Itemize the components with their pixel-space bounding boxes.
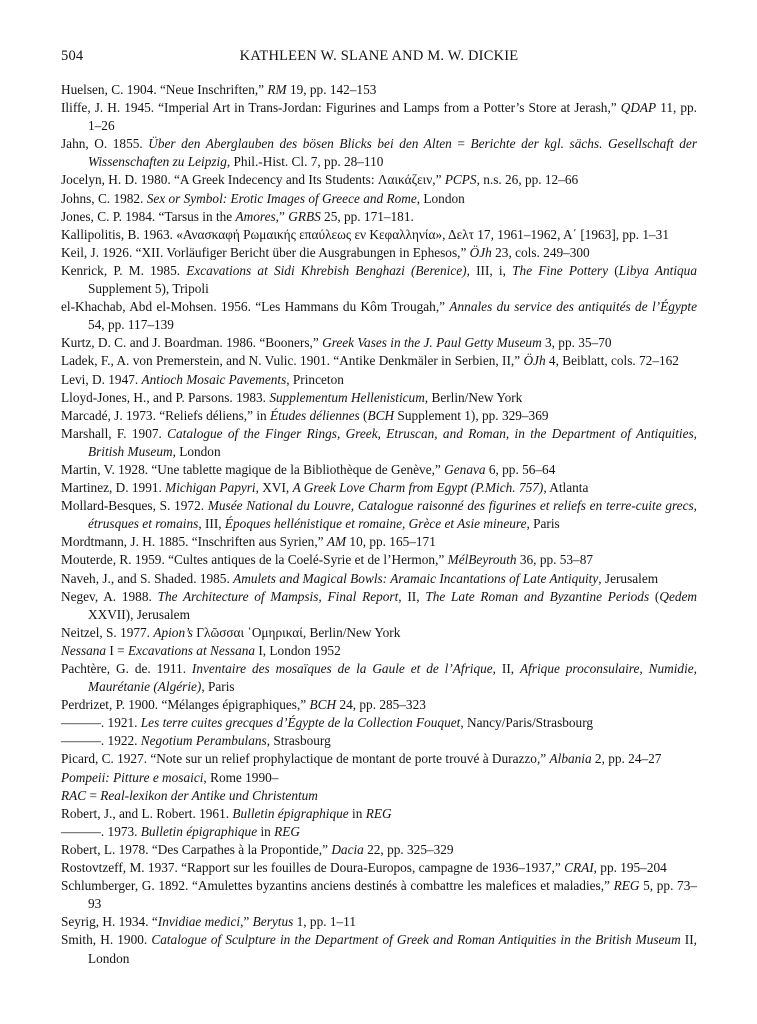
italic-title: ÖJh xyxy=(523,353,546,369)
italic-title: Afrique proconsulaire, Numidie, Maurétanie (Algérie) xyxy=(88,661,697,695)
entry-text: 54, pp. 117–139 xyxy=(88,317,174,333)
italic-title: Bulletin épigraphique xyxy=(140,823,258,839)
bibliography-entry xyxy=(61,696,697,714)
italic-title: Bulletin épigraphique xyxy=(232,805,349,821)
bibliography-entry xyxy=(61,389,697,407)
bibliography-entry xyxy=(61,714,697,732)
book-page xyxy=(61,48,697,968)
entry-text: 19, pp. 142–153 xyxy=(286,82,377,97)
bibliography-entry xyxy=(61,732,697,750)
bibliography-entry xyxy=(61,81,697,99)
italic-title: Greek Vases in the J. Paul Getty Museum xyxy=(322,335,542,351)
italic-title: REG xyxy=(365,805,392,821)
bibliography-entry xyxy=(61,334,697,352)
entry-text: Martinez, D. 1991. xyxy=(61,480,166,496)
entry-text: = xyxy=(86,787,101,803)
bibliography-entry xyxy=(61,262,697,298)
entry-text: ———. 1973. xyxy=(61,823,141,839)
bibliography-entry xyxy=(61,533,697,551)
entry-text: Robert, J., and L. Robert. 1961. xyxy=(61,805,233,821)
entry-text: 3, pp. 35–70 xyxy=(541,335,612,351)
italic-title: Les terre cuites grecques d’Égypte de la Collection Fouquet xyxy=(140,715,461,731)
bibliography-entry xyxy=(61,352,697,370)
entry-text: Levi, D. 1947. xyxy=(61,371,142,387)
entry-text: II, London xyxy=(88,932,697,966)
entry-text: , Paris xyxy=(526,516,560,532)
entry-text: , London xyxy=(172,443,221,459)
entry-text: XXVII), Jerusalem xyxy=(88,606,190,622)
italic-title: REG xyxy=(274,823,300,839)
entry-text: , Nancy/Paris/Strasbourg xyxy=(460,715,594,731)
entry-text: Seyrig, H. 1934. “ xyxy=(61,914,158,930)
entry-text: Kurtz, D. C. and J. Boardman. 1986. “Booners,” xyxy=(61,335,323,351)
entry-text: Kenrick, P. M. 1985. xyxy=(61,262,187,278)
entry-text: 22, pp. 325–329 xyxy=(363,841,454,857)
entry-text: Jones, C. P. 1984. “Tarsus in the xyxy=(61,208,236,224)
entry-text: Kallipolitis, B. 1963. «Ανασκαφή Ρωμαικής επαύλεως εν Κεφαλληνία», Δελτ 17, 1961–1962, Α΄ [1963], pp. 1–31 xyxy=(61,226,669,242)
italic-title: The Fine Pottery xyxy=(512,262,608,278)
entry-text: 10, pp. 165–171 xyxy=(346,534,436,550)
entry-text: 11, pp. 1–26 xyxy=(88,100,697,134)
italic-title: PCPS xyxy=(444,172,477,188)
italic-title: Dacia xyxy=(331,841,364,857)
italic-title: RM xyxy=(267,82,287,97)
italic-title: Berichte der kgl. sächs. Gesellschaft der Wissenschaften zu Leipzig xyxy=(88,136,698,170)
bibliography-entry xyxy=(61,913,697,931)
entry-text: , Princeton xyxy=(286,371,344,387)
italic-title: Qedem xyxy=(659,588,698,604)
entry-text: 4, Beiblatt, cols. 72–162 xyxy=(545,353,679,369)
entry-text: Huelsen, C. 1904. “Neue Inschriften,” xyxy=(61,82,268,97)
italic-title: Époques hellénistique et romaine, Grèce et Asie mineure xyxy=(224,516,527,532)
bibliography-entry xyxy=(61,298,697,334)
entry-text: = xyxy=(451,136,471,152)
italic-title: Über den Aberglauben des bösen Blicks bei den Alten xyxy=(148,136,452,152)
bibliography-entry xyxy=(61,244,697,262)
bibliography-entry xyxy=(61,99,697,135)
bibliography-entry xyxy=(61,859,697,877)
bibliography-entry xyxy=(61,407,697,425)
entry-text: Keil, J. 1926. “XII. Vorläufiger Bericht über die Ausgrabungen in Ephesos,” xyxy=(61,244,470,260)
entry-text: , XVI, xyxy=(255,480,293,496)
italic-title: A Greek Love Charm from Egypt (P.Mich. 757) xyxy=(292,480,544,496)
entry-text: , Atlanta xyxy=(543,480,589,496)
italic-title: Invidiae medici xyxy=(157,914,241,930)
entry-text: Marshall, F. 1907. xyxy=(61,425,168,441)
entry-text: Pachtère, G. de. 1911. xyxy=(61,661,192,676)
italic-title: Musée National du Louvre, Catalogue raisonné des figurines et reliefs en terre-cuite grecs, étrusques et romains xyxy=(88,498,697,532)
entry-text: 5, pp. 73–93 xyxy=(88,878,697,912)
entry-text: Marcadé, J. 1973. “Reliefs déliens,” in xyxy=(61,407,270,423)
entry-text: , Rome 1990– xyxy=(203,769,279,785)
entry-text: Neitzel, S. 1977. xyxy=(61,624,154,640)
italic-title: BCH xyxy=(309,697,337,713)
entry-text: Johns, C. 1982. xyxy=(61,190,147,206)
entry-text: , II, xyxy=(492,661,520,676)
italic-title: AM xyxy=(326,534,347,550)
entry-text: 24, pp. 285–323 xyxy=(336,697,426,713)
italic-title: REG xyxy=(613,878,640,894)
bibliography-entry xyxy=(61,190,697,208)
entry-text: , Berlin/New York xyxy=(424,389,523,405)
entry-text: Negev, A. 1988. xyxy=(61,588,158,604)
entry-text: ———. 1922. xyxy=(61,733,141,749)
italic-title: ÖJh xyxy=(469,244,492,260)
italic-title: Inventaire des mosaïques de la Gaule et de l’Afrique xyxy=(191,661,493,676)
entry-text: Martin, V. 1928. “Une tablette magique de la Bibliothèque de Genève,” xyxy=(61,461,445,477)
italic-title: The Late Roman and Byzantine Periods xyxy=(425,588,650,604)
entry-text: , Phil.-Hist. Cl. 7, pp. 28–110 xyxy=(226,154,384,170)
italic-title: Antioch Mosaic Pavements xyxy=(141,371,287,387)
italic-title: Berytus xyxy=(252,914,294,930)
italic-title: Supplementum Hellenisticum xyxy=(269,389,425,405)
entry-text: 6, pp. 56–64 xyxy=(485,461,556,477)
entry-text: , II, xyxy=(398,588,426,604)
italic-title: Libya Antiqua xyxy=(618,262,697,278)
bibliography-entry xyxy=(61,551,697,569)
bibliography-entry xyxy=(61,823,697,841)
bibliography-entry xyxy=(61,787,697,805)
entry-text: ,” xyxy=(275,208,289,224)
entry-text: 2, pp. 24–27 xyxy=(591,751,662,767)
entry-text: ( xyxy=(649,588,660,604)
entry-text: 25, pp. 171–181. xyxy=(320,208,414,224)
entry-text: ———. 1921. xyxy=(61,715,141,731)
italic-title: Pompeii: Pitture e mosaici xyxy=(61,769,204,785)
italic-title: Amores xyxy=(235,208,276,224)
bibliography-entry xyxy=(61,588,697,624)
entry-text: Mordtmann, J. H. 1885. “Inschriften aus Syrien,” xyxy=(61,534,327,550)
entry-text: Lloyd-Jones, H., and P. Parsons. 1983. xyxy=(61,389,270,405)
bibliography-entry xyxy=(61,425,697,461)
running-head: KATHLEEN W. SLANE AND M. W. DICKIE xyxy=(239,48,519,64)
italic-title: Michigan Papyri xyxy=(165,480,256,496)
entry-text: ,” xyxy=(240,914,253,930)
italic-title: Negotium Perambulans xyxy=(140,733,267,749)
italic-title: Annales du service des antiquités de l’Égypte xyxy=(449,299,697,315)
entry-text: Perdrizet, P. 1900. “Mélanges épigraphiques,” xyxy=(61,697,310,713)
entry-text: Γλῶσσαι ῾Ομηρικαί, Berlin/New York xyxy=(192,624,401,640)
entry-text: 36, pp. 53–87 xyxy=(516,552,594,568)
bibliography-entry xyxy=(61,479,697,497)
bibliography-entry xyxy=(61,171,697,189)
italic-title: RAC xyxy=(61,787,87,803)
bibliography-entry xyxy=(61,497,697,533)
bibliography-entry xyxy=(61,371,697,389)
page-number: 504 xyxy=(61,48,84,64)
italic-title: Albania xyxy=(549,751,592,767)
italic-title: CRAI xyxy=(564,860,594,876)
entry-text: , III, xyxy=(198,516,225,532)
entry-text: Rostovtzeff, M. 1937. “Rapport sur les fouilles de Doura-Europos, campagne de 1936–1937,” xyxy=(61,860,565,876)
entry-text: I = xyxy=(106,642,128,658)
entry-text: Picard, C. 1927. “Note sur un relief prophylactique de montant de porte trouvé à Durazzo,” xyxy=(61,751,550,767)
entry-text: in xyxy=(257,823,275,839)
italic-title: Catalogue of Sculpture in the Department of Greek and Roman Antiquities in the British Museum xyxy=(151,932,681,948)
italic-title: Études déliennes xyxy=(270,407,360,423)
italic-title: BCH xyxy=(367,407,395,423)
italic-title: The Architecture of Mampsis, Final Report xyxy=(157,588,399,604)
entry-text: , n.s. 26, pp. 12–66 xyxy=(476,172,579,188)
bibliography-entry xyxy=(61,135,697,171)
italic-title: Catalogue of the Finger Rings, Greek, Etruscan, and Roman, in the Department of Antiquities, British Museum xyxy=(88,425,697,459)
entry-text: Smith, H. 1900. xyxy=(61,932,152,948)
bibliography-entry xyxy=(61,769,697,787)
entry-text: Robert, L. 1978. “Des Carpathes à la Propontide,” xyxy=(61,841,332,857)
entry-text: Naveh, J., and S. Shaded. 1985. xyxy=(61,570,234,586)
bibliography-entry xyxy=(61,750,697,768)
italic-title: Amulets and Magical Bowls: Aramaic Incantations of Late Antiquity xyxy=(233,570,599,586)
italic-title: Real-lexikon der Antike und Christentum xyxy=(100,787,318,803)
entry-text: , London xyxy=(416,190,465,206)
entry-text: I, London 1952 xyxy=(255,642,341,658)
entry-text: Mollard-Besques, S. 1972. xyxy=(61,498,208,514)
italic-title: Excavations at Nessana xyxy=(127,642,256,658)
entry-text: , pp. 195–204 xyxy=(593,860,667,876)
entry-text: Jahn, O. 1855. xyxy=(61,136,149,152)
bibliography-entry xyxy=(61,660,697,696)
italic-title: MélBeyrouth xyxy=(447,552,517,568)
italic-title: Apion’s xyxy=(153,624,193,640)
entry-text: , Paris xyxy=(201,679,235,695)
italic-title: Sex or Symbol: Erotic Images of Greece and Rome xyxy=(146,190,417,206)
bibliography-entry xyxy=(61,208,697,226)
entry-text: ( xyxy=(359,407,368,423)
italic-title: Nessana xyxy=(61,642,107,658)
entry-text: 23, cols. 249–300 xyxy=(491,244,590,260)
bibliography-entry xyxy=(61,461,697,479)
bibliography-entry xyxy=(61,570,697,588)
bibliography-entry xyxy=(61,624,697,642)
entry-text: Jocelyn, H. D. 1980. “A Greek Indecency and Its Students: Λαικάζειν,” xyxy=(61,172,445,188)
entry-text: 1, pp. 1–11 xyxy=(293,914,356,930)
bibliography-entry xyxy=(61,841,697,859)
italic-title: Genava xyxy=(444,461,486,477)
italic-title: QDAP xyxy=(620,100,657,116)
bibliography-entry xyxy=(61,931,697,967)
entry-text: ( xyxy=(608,262,619,278)
entry-text: , Strasbourg xyxy=(266,733,331,749)
bibliography-entry xyxy=(61,642,697,660)
italic-title: GRBS xyxy=(288,208,321,224)
entry-text: Ladek, F., A. von Premerstein, and N. Vulic. 1901. “Antike Denkmäler in Serbien, II,” xyxy=(61,353,524,369)
italic-title: Excavations at Sidi Khrebish Benghazi (Berenice) xyxy=(186,262,467,278)
entry-text: el-Khachab, Abd el-Mohsen. 1956. “Les Hammans du Kôm Trougah,” xyxy=(61,299,450,315)
bibliography-entry xyxy=(61,877,697,913)
bibliography-list xyxy=(61,81,697,968)
bibliography-entry xyxy=(61,226,697,244)
entry-text: Schlumberger, G. 1892. “Amulettes byzantins anciens destinés à combattre les malefices et maladies,” xyxy=(61,878,614,894)
bibliography-entry xyxy=(61,805,697,823)
entry-text: Mouterde, R. 1959. “Cultes antiques de la Coelé-Syrie et de l’Hermon,” xyxy=(61,552,448,568)
entry-text: , III, i, xyxy=(466,262,513,278)
entry-text: Iliffe, J. H. 1945. “Imperial Art in Trans-Jordan: Figurines and Lamps from a Potter’s Store at Jerash,” xyxy=(61,100,621,116)
entry-text: Supplement 1), pp. 329–369 xyxy=(394,407,549,423)
entry-text: in xyxy=(348,805,366,821)
entry-text: Supplement 5), Tripoli xyxy=(88,281,209,297)
entry-text: , Jerusalem xyxy=(598,570,659,586)
page-header xyxy=(61,48,697,70)
